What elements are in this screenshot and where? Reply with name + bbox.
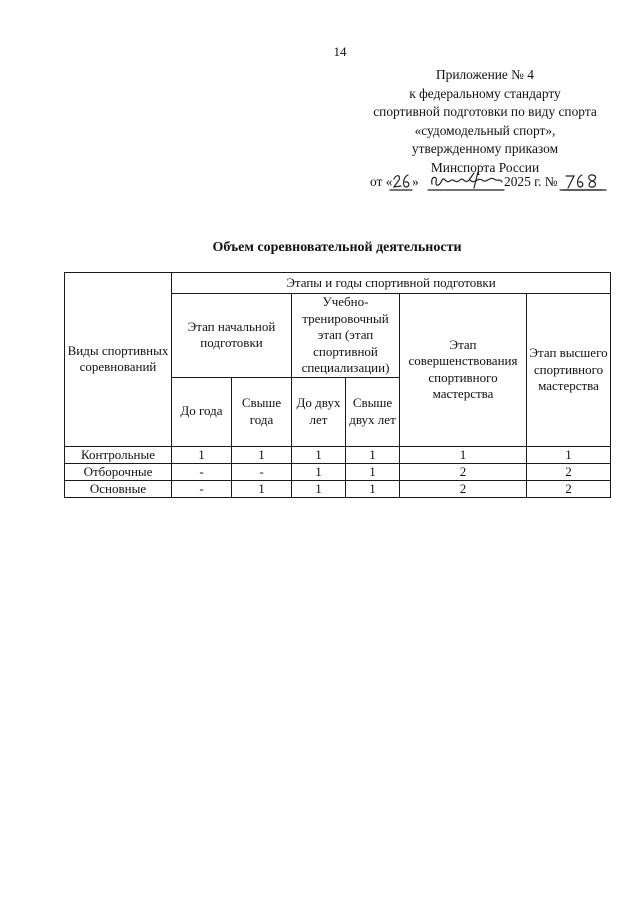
subheader-cell: До года xyxy=(172,377,232,446)
table-cell: 2 xyxy=(527,480,611,497)
approval-block xyxy=(350,66,620,178)
row-label: Отборочные xyxy=(65,463,172,480)
date-quote-close: » xyxy=(412,174,419,189)
table-cell: 1 xyxy=(172,446,232,463)
document-title: Объем соревновательной деятельности xyxy=(212,240,462,255)
table-cell: 2 xyxy=(527,463,611,480)
table-cell: 2 xyxy=(400,463,527,480)
row-header-cell: Виды спортивных соревнований xyxy=(65,273,172,447)
table-row xyxy=(65,463,611,480)
stage-improvement-header: Этап совершенствования спортивного мастерства xyxy=(400,294,527,447)
stage-initial-header: Этап начальной подготовки xyxy=(172,294,292,378)
approval-line: «судомодельный спорт», xyxy=(414,122,556,138)
table-row xyxy=(65,480,611,497)
table-cell: - xyxy=(172,463,232,480)
approval-line: к федеральному стандарту xyxy=(409,85,561,101)
competition-volume-table xyxy=(64,272,611,498)
row-label: Контрольные xyxy=(65,446,172,463)
handwritten-signature xyxy=(370,168,620,196)
approval-line: спортивной подготовки по виду спорта xyxy=(373,104,597,120)
page-number: 14 xyxy=(333,44,347,59)
date-prefix: от « xyxy=(370,174,393,189)
table-cell: 2 xyxy=(400,480,527,497)
table-cell: 1 xyxy=(346,463,400,480)
table-cell: 1 xyxy=(292,480,346,497)
stage-higher-header: Этап высшего спортивного мастерства xyxy=(527,294,611,447)
table-cell: 1 xyxy=(527,446,611,463)
order-date-line xyxy=(370,168,620,196)
table-cell: 1 xyxy=(232,480,292,497)
table-cell: - xyxy=(232,463,292,480)
approval-line: утвержденному приказом xyxy=(411,141,559,157)
subheader-cell: Свыше двух лет xyxy=(346,377,400,446)
subheader-cell: Свыше года xyxy=(232,377,292,446)
order-year: 2025 г. № xyxy=(504,174,558,189)
stage-training-header: Учебно-тренировочный этап (этап спортивной специализации) xyxy=(292,294,400,378)
table-cell: 1 xyxy=(292,463,346,480)
subheader-cell: До двух лет xyxy=(292,377,346,446)
approval-line: Приложение № 4 xyxy=(435,67,535,82)
table-cell: 1 xyxy=(400,446,527,463)
table-cell: 1 xyxy=(346,446,400,463)
approval-line: Минспорта России xyxy=(430,159,540,175)
table-cell: 1 xyxy=(292,446,346,463)
table-row xyxy=(65,446,611,463)
group-header-cell: Этапы и годы спортивной подготовки xyxy=(172,273,611,294)
table-cell: - xyxy=(172,480,232,497)
row-label: Основные xyxy=(65,480,172,497)
table-cell: 1 xyxy=(346,480,400,497)
table-cell: 1 xyxy=(232,446,292,463)
